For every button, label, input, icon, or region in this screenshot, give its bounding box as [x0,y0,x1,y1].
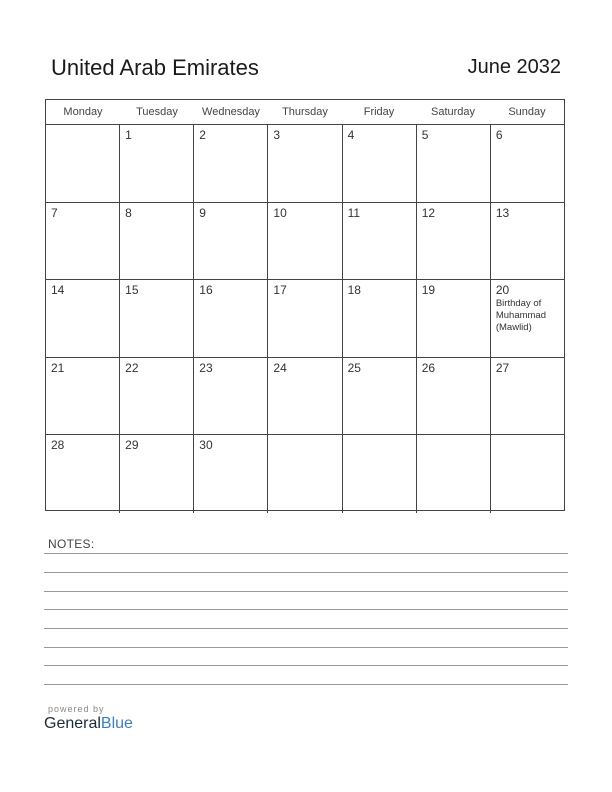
day-number: 9 [199,205,206,220]
day-number: 20 [495,283,510,298]
day-number: 12 [421,205,436,220]
day-number: 1 [125,128,132,142]
day-cell [343,125,417,202]
note-line [44,628,568,629]
day-number: 27 [495,360,510,375]
calendar-country-title: United Arab Emirates [51,55,259,80]
day-cell [194,203,268,280]
weekday-wednesday: Wednesday [202,106,260,118]
day-cell [46,358,120,435]
day-cell [417,358,491,435]
weekday-saturday: Saturday [430,106,476,118]
day-cell [120,358,194,435]
day-number: 3 [273,128,281,142]
day-number: 11 [347,205,361,220]
day-cell [417,280,491,357]
week-row-3 [46,280,564,358]
day-cell [268,358,342,435]
weekday-thursday: Thursday [282,106,328,118]
day-cell [417,125,491,202]
day-cell [194,435,268,513]
day-number: 7 [51,205,58,220]
day-cell [343,203,417,280]
day-cell [491,358,564,435]
day-number: 14 [51,283,65,298]
day-cell [194,358,268,435]
day-cell [268,125,342,202]
day-cell [417,203,491,280]
day-number: 15 [125,283,139,298]
day-cell [491,435,564,513]
day-cell [120,203,194,280]
day-number: 25 [347,360,361,375]
calendar-grid [45,99,565,511]
day-number: 6 [495,128,503,142]
day-number: 23 [199,360,213,375]
day-cell [120,435,194,513]
day-cell [268,203,342,280]
holiday-label: Birthday of Muhammad (Mawlid) [495,298,547,334]
week-row-1 [46,125,564,203]
weekday-tuesday: Tuesday [136,106,178,118]
week-row-5 [46,435,564,513]
day-number: 19 [421,283,436,298]
day-number: 24 [273,360,287,375]
powered-by-text: powered by [48,704,105,714]
weekday-friday: Friday [363,106,395,118]
day-cell [46,280,120,357]
day-cell [343,280,417,357]
day-number: 17 [273,283,287,298]
note-line [44,553,568,554]
week-row-4 [46,358,564,436]
note-line [44,665,568,666]
day-cell [343,435,417,513]
day-number: 2 [199,128,206,142]
day-number: 5 [421,128,429,142]
day-cell [268,435,342,513]
brand-footer [44,704,133,733]
day-number: 26 [421,360,436,375]
day-cell [491,125,564,202]
week-row-2 [46,203,564,281]
day-cell [491,280,564,357]
day-cell [120,125,194,202]
day-number: 22 [125,360,139,375]
day-cell [491,203,564,280]
day-number: 13 [495,205,510,220]
day-number: 18 [347,283,361,298]
note-line [44,684,568,685]
day-cell [194,125,268,202]
day-number: 8 [125,205,132,220]
calendar-month-title: June 2032 [467,56,561,78]
day-number: 28 [51,438,65,453]
note-line [44,647,568,648]
weekday-header-row [46,100,564,125]
day-cell [120,280,194,357]
day-cell [46,125,120,202]
day-cell [46,203,120,280]
note-line [44,572,568,573]
day-number: 16 [199,283,213,298]
day-cell [194,280,268,357]
day-cell [417,435,491,513]
logo-blue-text: Blue [100,715,133,732]
note-line [44,591,568,592]
logo-general-text: General [44,715,101,732]
note-line [44,609,568,610]
day-number: 4 [347,128,355,142]
day-cell [343,358,417,435]
day-number: 30 [199,438,213,453]
day-number: 10 [273,205,287,220]
notes-label: NOTES: [48,537,95,551]
day-cell [46,435,120,513]
weekday-monday: Monday [63,106,103,118]
day-number: 21 [51,360,65,375]
weekday-sunday: Sunday [508,106,546,118]
day-number: 29 [125,438,139,453]
day-cell [268,280,342,357]
generalblue-logo[interactable] [44,715,133,733]
